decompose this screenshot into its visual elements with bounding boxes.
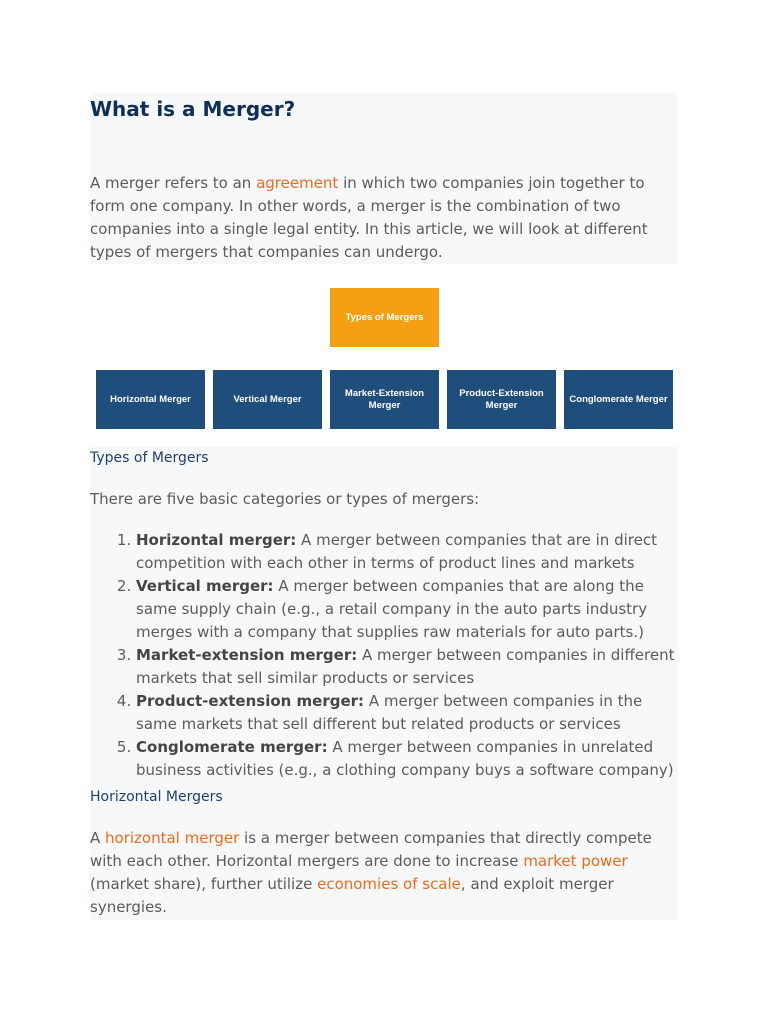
merger-types-list: [90, 529, 678, 782]
list-item: [136, 736, 678, 782]
intro-paragraph: [90, 172, 678, 264]
agreement-link[interactable]: agreement: [256, 174, 339, 192]
diagram-leaf-product-extension: Product-Extension Merger: [447, 370, 556, 429]
list-item-term: Product-extension merger:: [136, 692, 365, 710]
horizontal-text-4: , and exploit merger synergies.: [90, 875, 614, 916]
horizontal-paragraph: [90, 827, 678, 919]
figure-caption: Types of Mergers: [90, 450, 209, 466]
intro-text-2: in which two companies join together to form one company. In other words, a merger is the combination of two companies into a single legal entity. In this article, we will look at different types of mergers that companies can undergo.: [90, 174, 648, 261]
diagram-root-box: Types of Mergers: [330, 288, 439, 347]
list-item-term: Conglomerate merger:: [136, 738, 328, 756]
list-item: [136, 644, 678, 690]
diagram-leaf-market-extension: Market-Extension Merger: [330, 370, 439, 429]
types-intro-text: There are five basic categories or types of mergers:: [90, 490, 480, 508]
list-item: [136, 529, 678, 575]
types-section: [90, 447, 678, 920]
horizontal-text-3: (market share), further utilize: [90, 875, 318, 893]
horizontal-text-2: is a merger between companies that directly compete with each other. Horizontal mergers are done to increase: [90, 829, 652, 870]
list-item: [136, 690, 678, 736]
diagram-leaf-conglomerate: Conglomerate Merger: [564, 370, 673, 429]
list-item-desc: A merger between companies in different markets that sell similar products or services: [136, 646, 675, 687]
intro-section: [90, 93, 678, 264]
list-item-desc: A merger between companies in the same markets that sell different but related products or services: [136, 692, 643, 733]
intro-text-1: A merger refers to an: [90, 174, 257, 192]
list-item-desc: A merger between companies that are along the same supply chain (e.g., a retail company in the auto parts industry merges with a company that supplies raw materials for auto parts.): [136, 577, 648, 641]
market-power-link[interactable]: market power: [523, 852, 628, 870]
economies-of-scale-link[interactable]: economies of scale: [317, 875, 461, 893]
list-item-desc: A merger between companies in unrelated business activities (e.g., a clothing company buys a software company): [136, 738, 674, 779]
horizontal-merger-link[interactable]: horizontal merger: [105, 829, 240, 847]
diagram-leaf-horizontal: Horizontal Merger: [96, 370, 205, 429]
list-item-term: Market-extension merger:: [136, 646, 358, 664]
horizontal-text-1: A: [90, 829, 106, 847]
diagram-leaf-vertical: Vertical Merger: [213, 370, 322, 429]
list-item-term: Vertical merger:: [136, 577, 274, 595]
list-item-desc: A merger between companies that are in direct competition with each other in terms of product lines and markets: [136, 531, 657, 572]
page-title: What is a Merger?: [90, 97, 296, 121]
types-of-mergers-diagram: [90, 278, 678, 440]
list-item-term: Horizontal merger:: [136, 531, 297, 549]
horizontal-mergers-heading: Horizontal Mergers: [90, 789, 223, 805]
list-item: [136, 575, 678, 644]
